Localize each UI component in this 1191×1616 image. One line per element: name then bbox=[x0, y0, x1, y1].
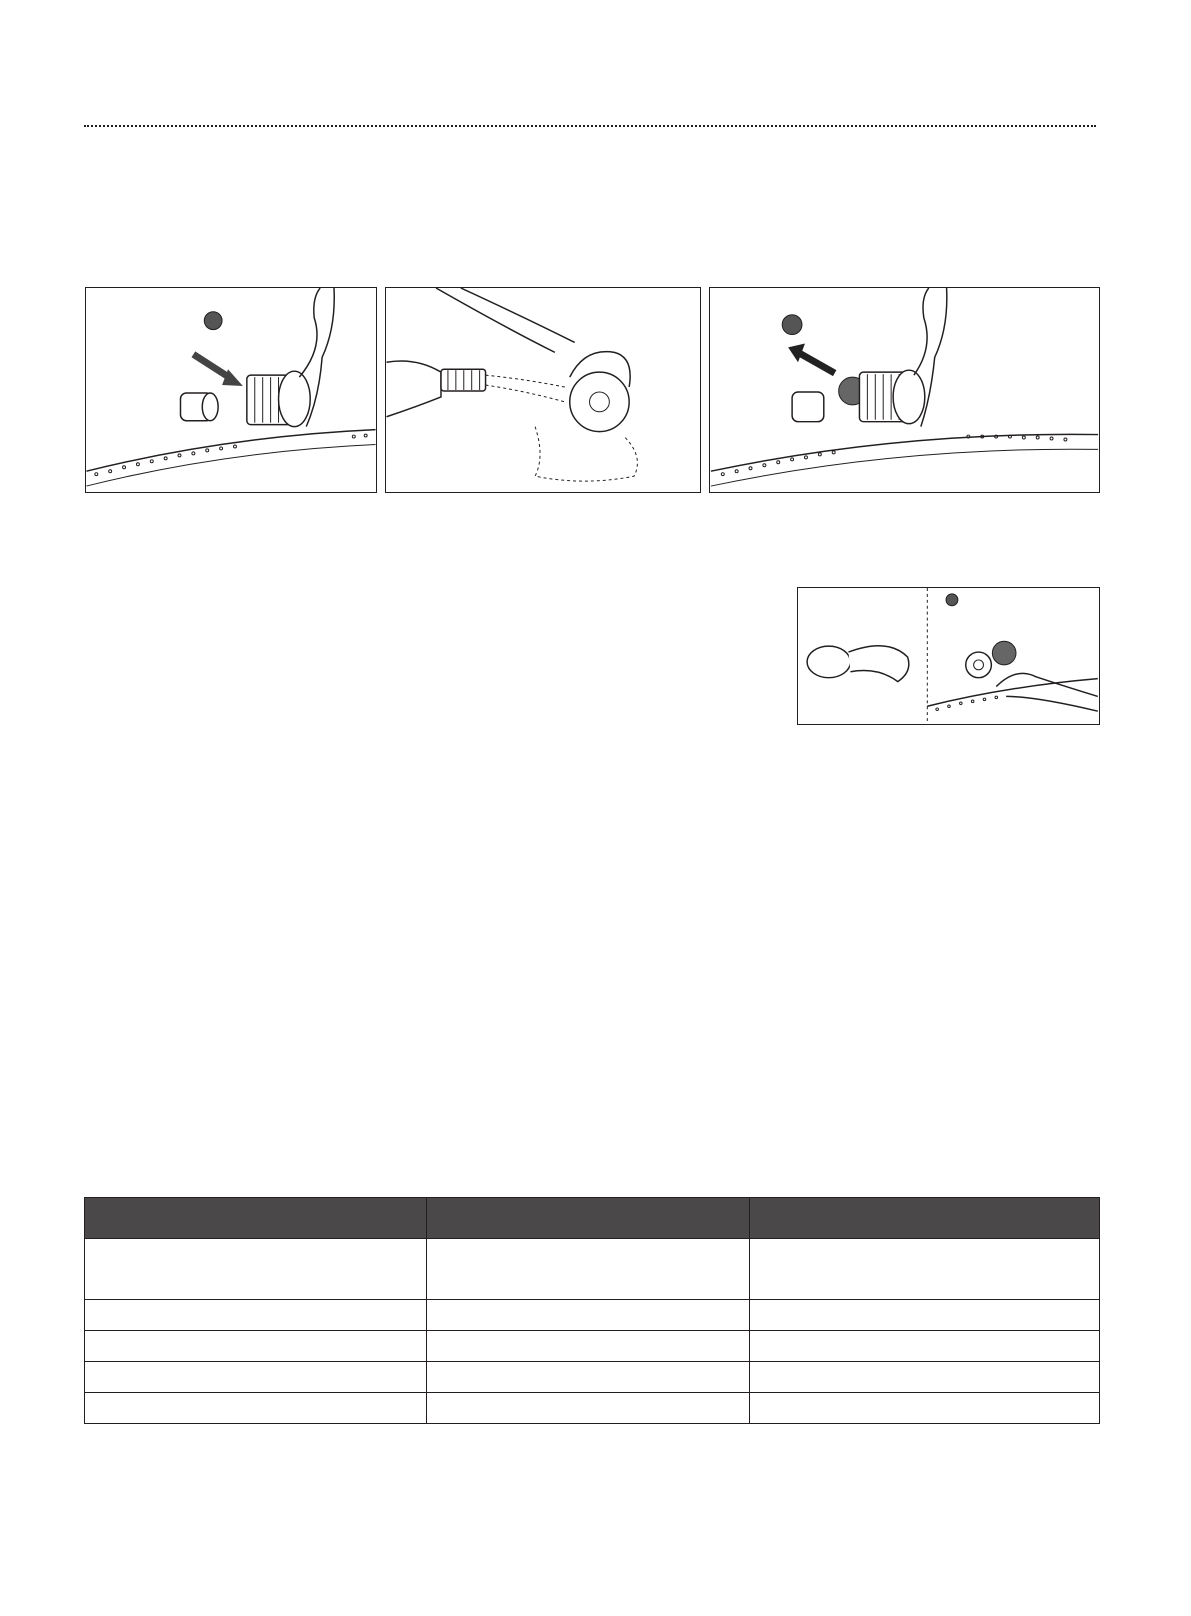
table-cell bbox=[427, 1331, 750, 1362]
table-row bbox=[85, 1331, 1100, 1362]
table-header-cell bbox=[750, 1198, 1100, 1239]
table-cell bbox=[85, 1239, 427, 1300]
table-cell bbox=[427, 1239, 750, 1300]
table-cell bbox=[750, 1331, 1100, 1362]
table-cell bbox=[85, 1300, 427, 1331]
table-row bbox=[85, 1393, 1100, 1424]
table-cell bbox=[85, 1331, 427, 1362]
install-filter-illustration bbox=[710, 288, 1099, 492]
table-row bbox=[85, 1362, 1100, 1393]
table-cell bbox=[750, 1239, 1100, 1300]
filter-tool-illustration bbox=[798, 588, 1099, 724]
figure-install-filter bbox=[709, 287, 1100, 493]
rinse-filter-illustration bbox=[386, 288, 700, 492]
table-header-cell bbox=[427, 1198, 750, 1239]
table-cell bbox=[85, 1393, 427, 1424]
table-cell bbox=[427, 1393, 750, 1424]
table-cell bbox=[750, 1300, 1100, 1331]
figure-filter-tool bbox=[797, 587, 1100, 725]
remove-filter-illustration bbox=[86, 288, 376, 492]
figure-remove-filter bbox=[85, 287, 377, 493]
table-cell bbox=[427, 1300, 750, 1331]
table-row bbox=[85, 1239, 1100, 1300]
table-header-cell bbox=[85, 1198, 427, 1239]
table-cell bbox=[85, 1362, 427, 1393]
section-divider bbox=[84, 125, 1096, 127]
table-row bbox=[85, 1300, 1100, 1331]
table-cell bbox=[750, 1362, 1100, 1393]
spec-table bbox=[84, 1197, 1100, 1424]
table-cell bbox=[427, 1362, 750, 1393]
figure-rinse-filter bbox=[385, 287, 701, 493]
table-cell bbox=[750, 1393, 1100, 1424]
table-header-row bbox=[85, 1198, 1100, 1239]
